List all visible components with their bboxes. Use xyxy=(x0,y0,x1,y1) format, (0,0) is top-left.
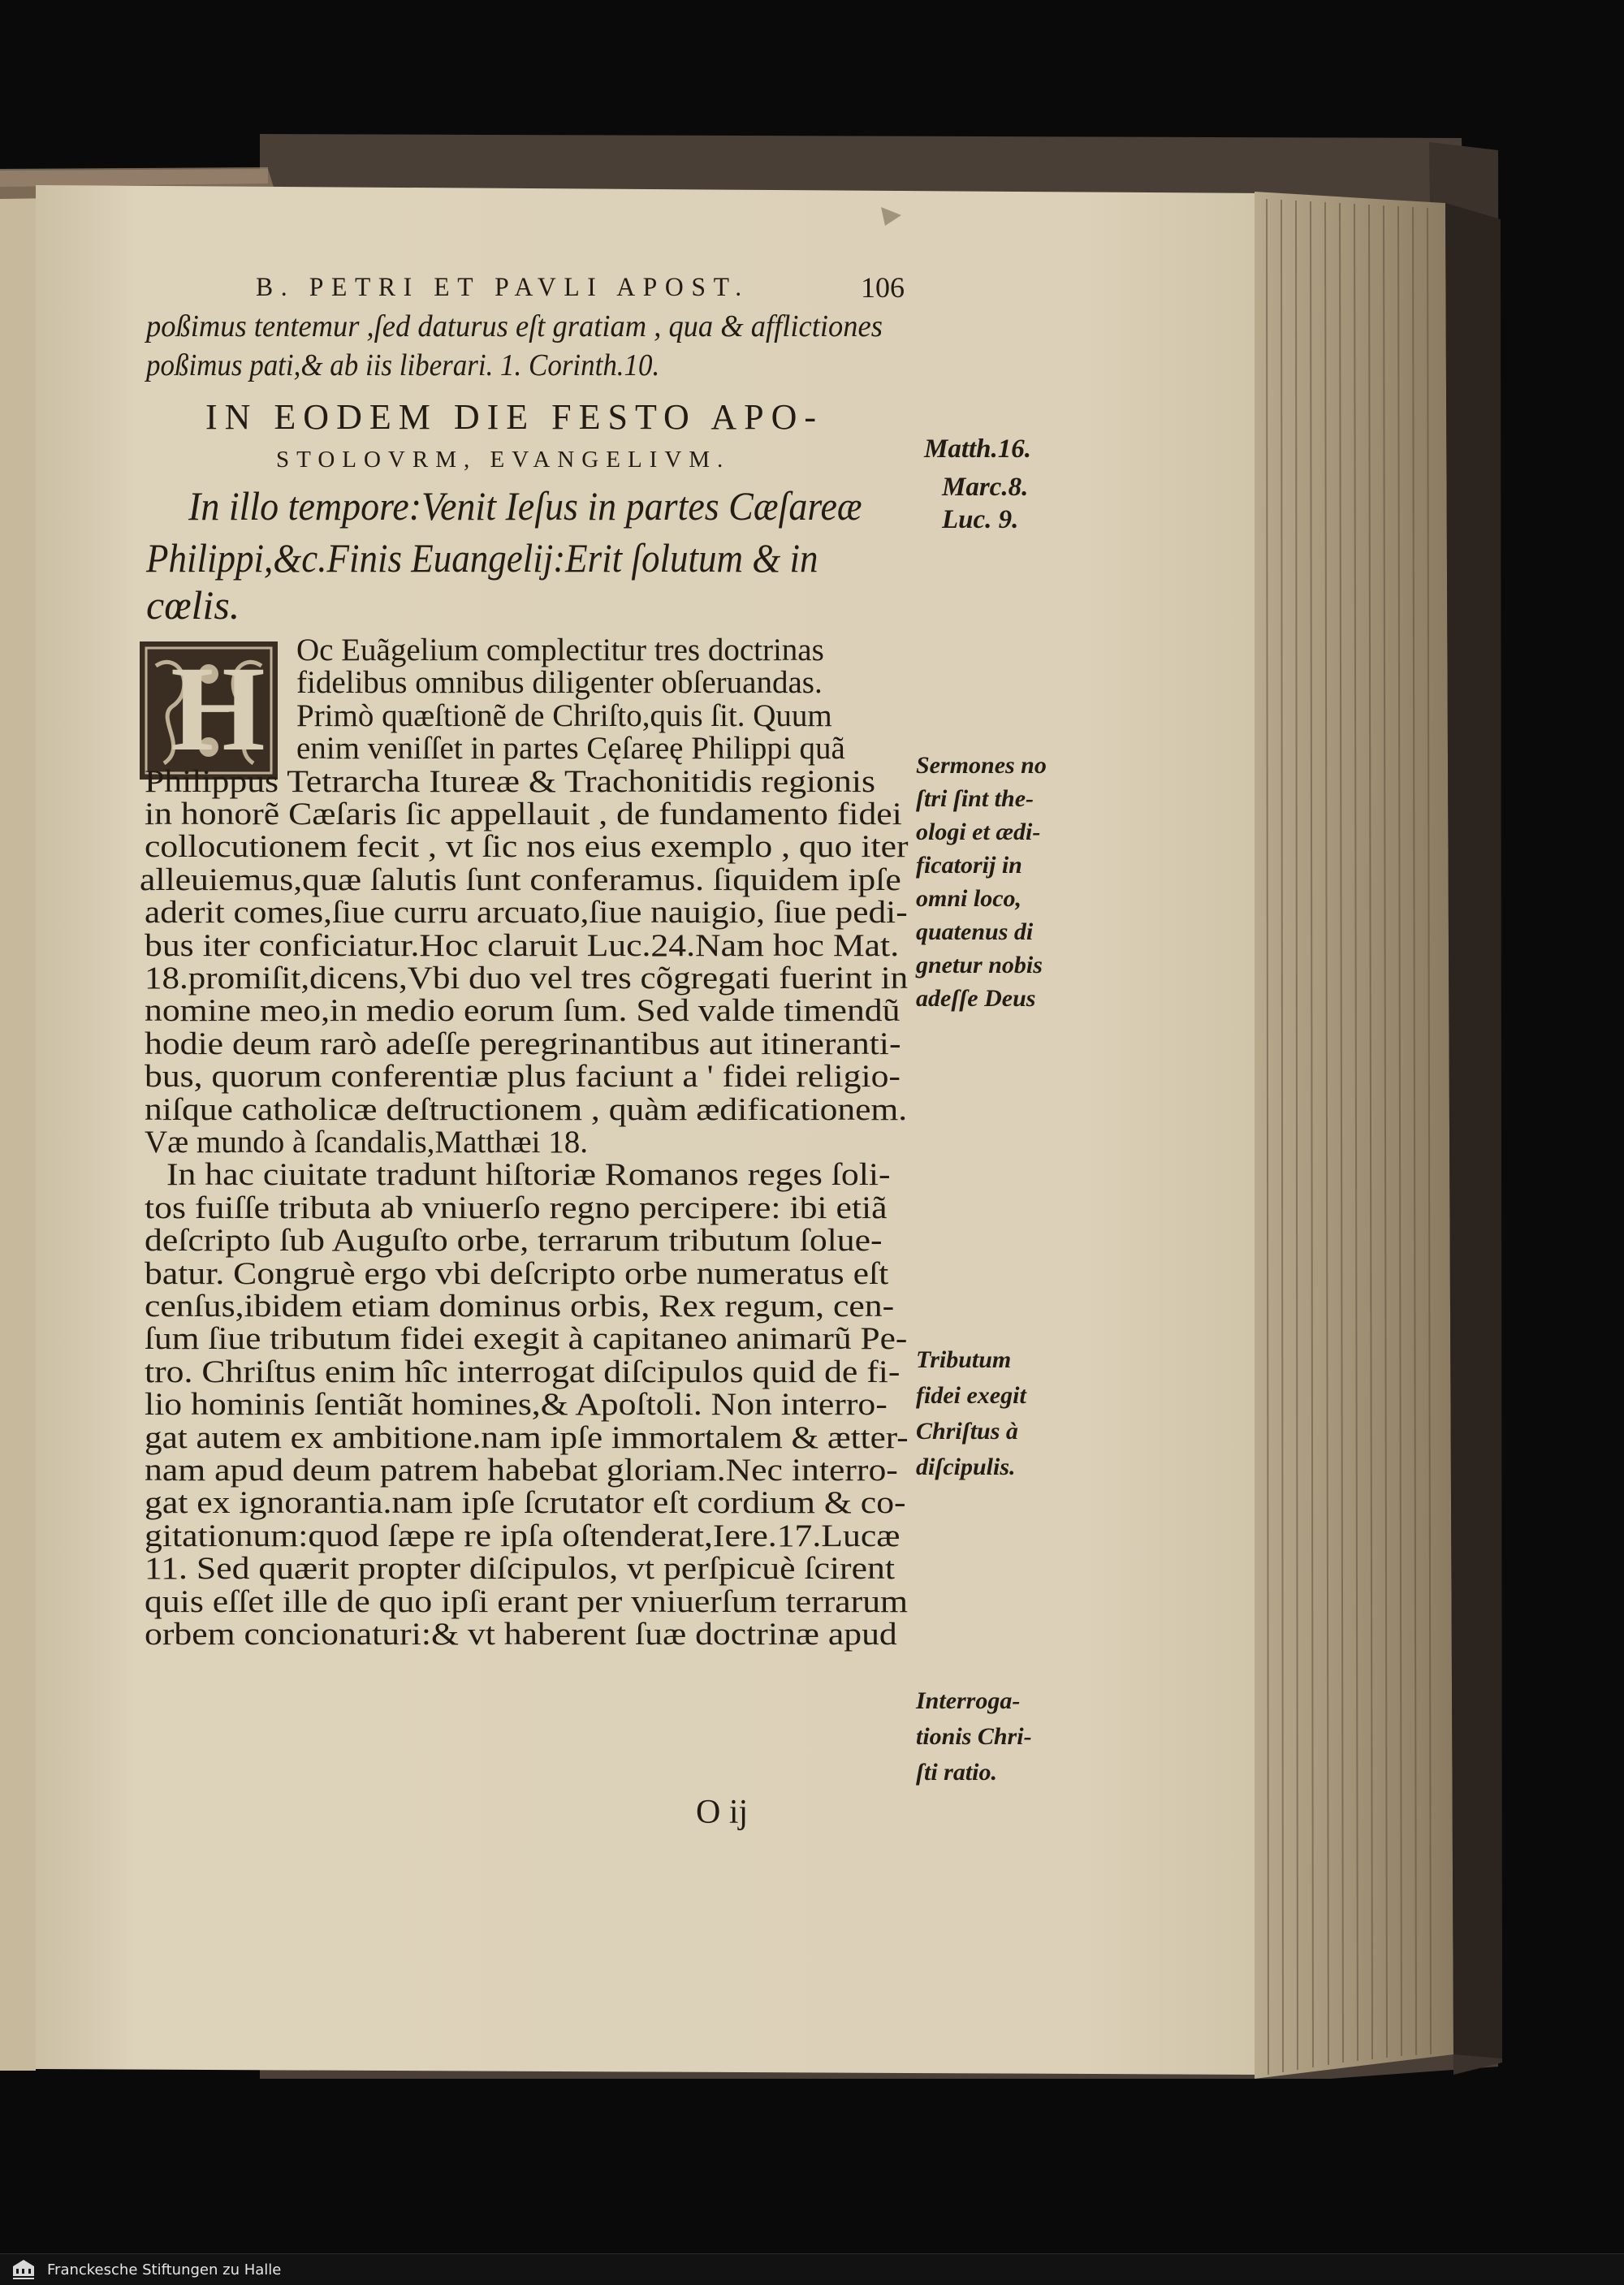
text-line: gat autem ex ambitione.nam ipſe immortalem & ætter- xyxy=(145,1419,909,1455)
text-line: tos fuiſſe tributa ab vniuerſo regno percipere: ibi etiã xyxy=(145,1190,888,1225)
margin-note-line: tionis Chri- xyxy=(916,1723,1032,1750)
text-line: enim veniſſet in partes Cęſareę Philippi quã xyxy=(296,731,845,767)
text-line: nomine meo,in medio eorum ſum. Sed valde timendũ xyxy=(145,993,901,1029)
margin-note-line: adeſſe Deus xyxy=(916,985,1036,1012)
text-line: 11. Sed quærit propter diſcipulos, vt perſpicuè ſcirent xyxy=(145,1551,895,1587)
text-line: hodie deum rarò adeſſe peregrinantibus aut itineranti- xyxy=(145,1026,901,1061)
margin-note-line: Tributum xyxy=(916,1346,1012,1373)
margin-note-line: Interroga- xyxy=(916,1687,1021,1714)
text-line: Primò quæſtionẽ de Chriſto,quis ſit. Quum xyxy=(296,698,832,733)
text-line: bus, quorum conferentiæ plus faciunt a ' fidei religio- xyxy=(145,1059,901,1095)
text-line: collocutionem fecit , vt ſic nos eius exemplo , quo iter xyxy=(145,829,909,865)
text-line: Oc Euãgelium complectitur tres doctrinas xyxy=(296,633,824,667)
section-title: IN EODEM DIE FESTO APO- xyxy=(205,397,824,437)
text-line: quis eſſet ille de quo ipſi erant per vniuerſum terrarum xyxy=(145,1583,909,1619)
margin-note-line: Sermones no xyxy=(916,752,1047,779)
text-line: lio hominis ſentiãt homines,& Apoſtoli. Non interro- xyxy=(145,1387,888,1423)
text-line: bus iter conficiatur.Hoc claruit Luc.24.Nam hoc Mat. xyxy=(145,927,900,963)
initial-letter: H xyxy=(171,641,266,776)
gospel-incipit: Philippi,&c.Finis Euangelij:Erit ſolutum & in xyxy=(146,535,818,581)
text-line: In hac ciuitate tradunt hiſtoriæ Romanos reges ſoli- xyxy=(166,1157,891,1193)
running-head: B. PETRI ET PAVLI APOST. xyxy=(256,273,749,302)
text-line: fidelibus omnibus diligenter obſeruandas. xyxy=(296,665,823,701)
margin-note-line: ficatorij in xyxy=(916,852,1022,879)
margin-reference: Luc. 9. xyxy=(942,505,1019,534)
margin-note-line: ſti ratio. xyxy=(916,1759,998,1786)
text-line: alleuiemus,quæ ſalutis ſunt conferamus. ſiquidem ipſe xyxy=(140,862,901,897)
carryover-line: poßimus tentemur ,ſed daturus eſt gratiam , qua & afflictiones xyxy=(146,309,883,343)
signature-mark: O ij xyxy=(696,1794,749,1831)
text-line: niſque catholicæ deſtructionem , quàm ædificationem. xyxy=(145,1091,908,1127)
margin-note-line: ologi et ædi- xyxy=(916,819,1041,845)
margin-note-line: gnetur nobis xyxy=(916,952,1043,978)
gospel-incipit: cœlis. xyxy=(146,582,240,628)
text-line: tro. Chriſtus enim hîc interrogat diſcipulos quid de fi- xyxy=(145,1354,901,1389)
margin-note-line: diſcipulis. xyxy=(916,1454,1016,1480)
margin-note-line: Chriſtus à xyxy=(916,1418,1018,1445)
section-title-continued: STOLOVRM, EVANGELIVM. xyxy=(276,447,731,473)
text-line: in honorẽ Cæſaris ſic appellauit , de fundamento fidei xyxy=(145,797,902,831)
gospel-incipit: In illo tempore:Venit Ieſus in partes Cæſareæ xyxy=(188,483,862,529)
page-number: 106 xyxy=(861,271,905,304)
margin-note-line: quatenus di xyxy=(916,918,1034,945)
text-line: deſcripto ſub Auguſto orbe, terrarum tributum ſolue- xyxy=(145,1223,883,1259)
margin-reference: Marc.8. xyxy=(942,473,1029,502)
carryover-line: poßimus pati,& ab iis liberari. 1. Corinth.10. xyxy=(146,348,660,382)
text-line: Philippus Tetrarcha Itureæ & Trachonitidis regionis xyxy=(145,763,875,799)
text-line: 18.promiſit,dicens,Vbi duo vel tres cõgregati fuerint in xyxy=(145,961,909,996)
institution-logo-icon xyxy=(11,2258,36,2281)
margin-note-line: ſtri ſint the- xyxy=(916,785,1034,812)
text-line: aderit comes,ſiue curru arcuato,ſiue nauigio, ſiue pedi- xyxy=(145,895,908,931)
margin-note-line: fidei exegit xyxy=(916,1382,1026,1409)
text-line: Væ mundo à ſcandalis,Matthæi 18. xyxy=(145,1125,588,1160)
margin-reference: Matth.16. xyxy=(924,434,1032,464)
text-line: ſum ſiue tributum fidei exegit à capitaneo animarũ Pe- xyxy=(145,1321,908,1357)
footer-bar xyxy=(0,2253,1624,2285)
text-line: nam apud deum patrem habebat gloriam.Nec interro- xyxy=(145,1453,898,1488)
text-line: orbem concionaturi:& vt haberent ſuæ doctrinæ apud xyxy=(145,1617,897,1652)
text-line: gitationum:quod ſæpe re ipſa oſtenderat,Iere.17.Lucæ xyxy=(145,1518,901,1553)
text-line: batur. Congruè ergo vbi deſcripto orbe numeratus eſt xyxy=(145,1255,889,1291)
margin-note-line: omni loco, xyxy=(916,885,1022,912)
text-line: gat ex ignorantia.nam ipſe ſcrutator eſt cordium & co- xyxy=(145,1485,906,1521)
institution-name: Franckesche Stiftungen zu Halle xyxy=(47,2261,282,2279)
text-line: cenſus,ibidem etiam dominus orbis, Rex regum, cen- xyxy=(145,1289,895,1324)
